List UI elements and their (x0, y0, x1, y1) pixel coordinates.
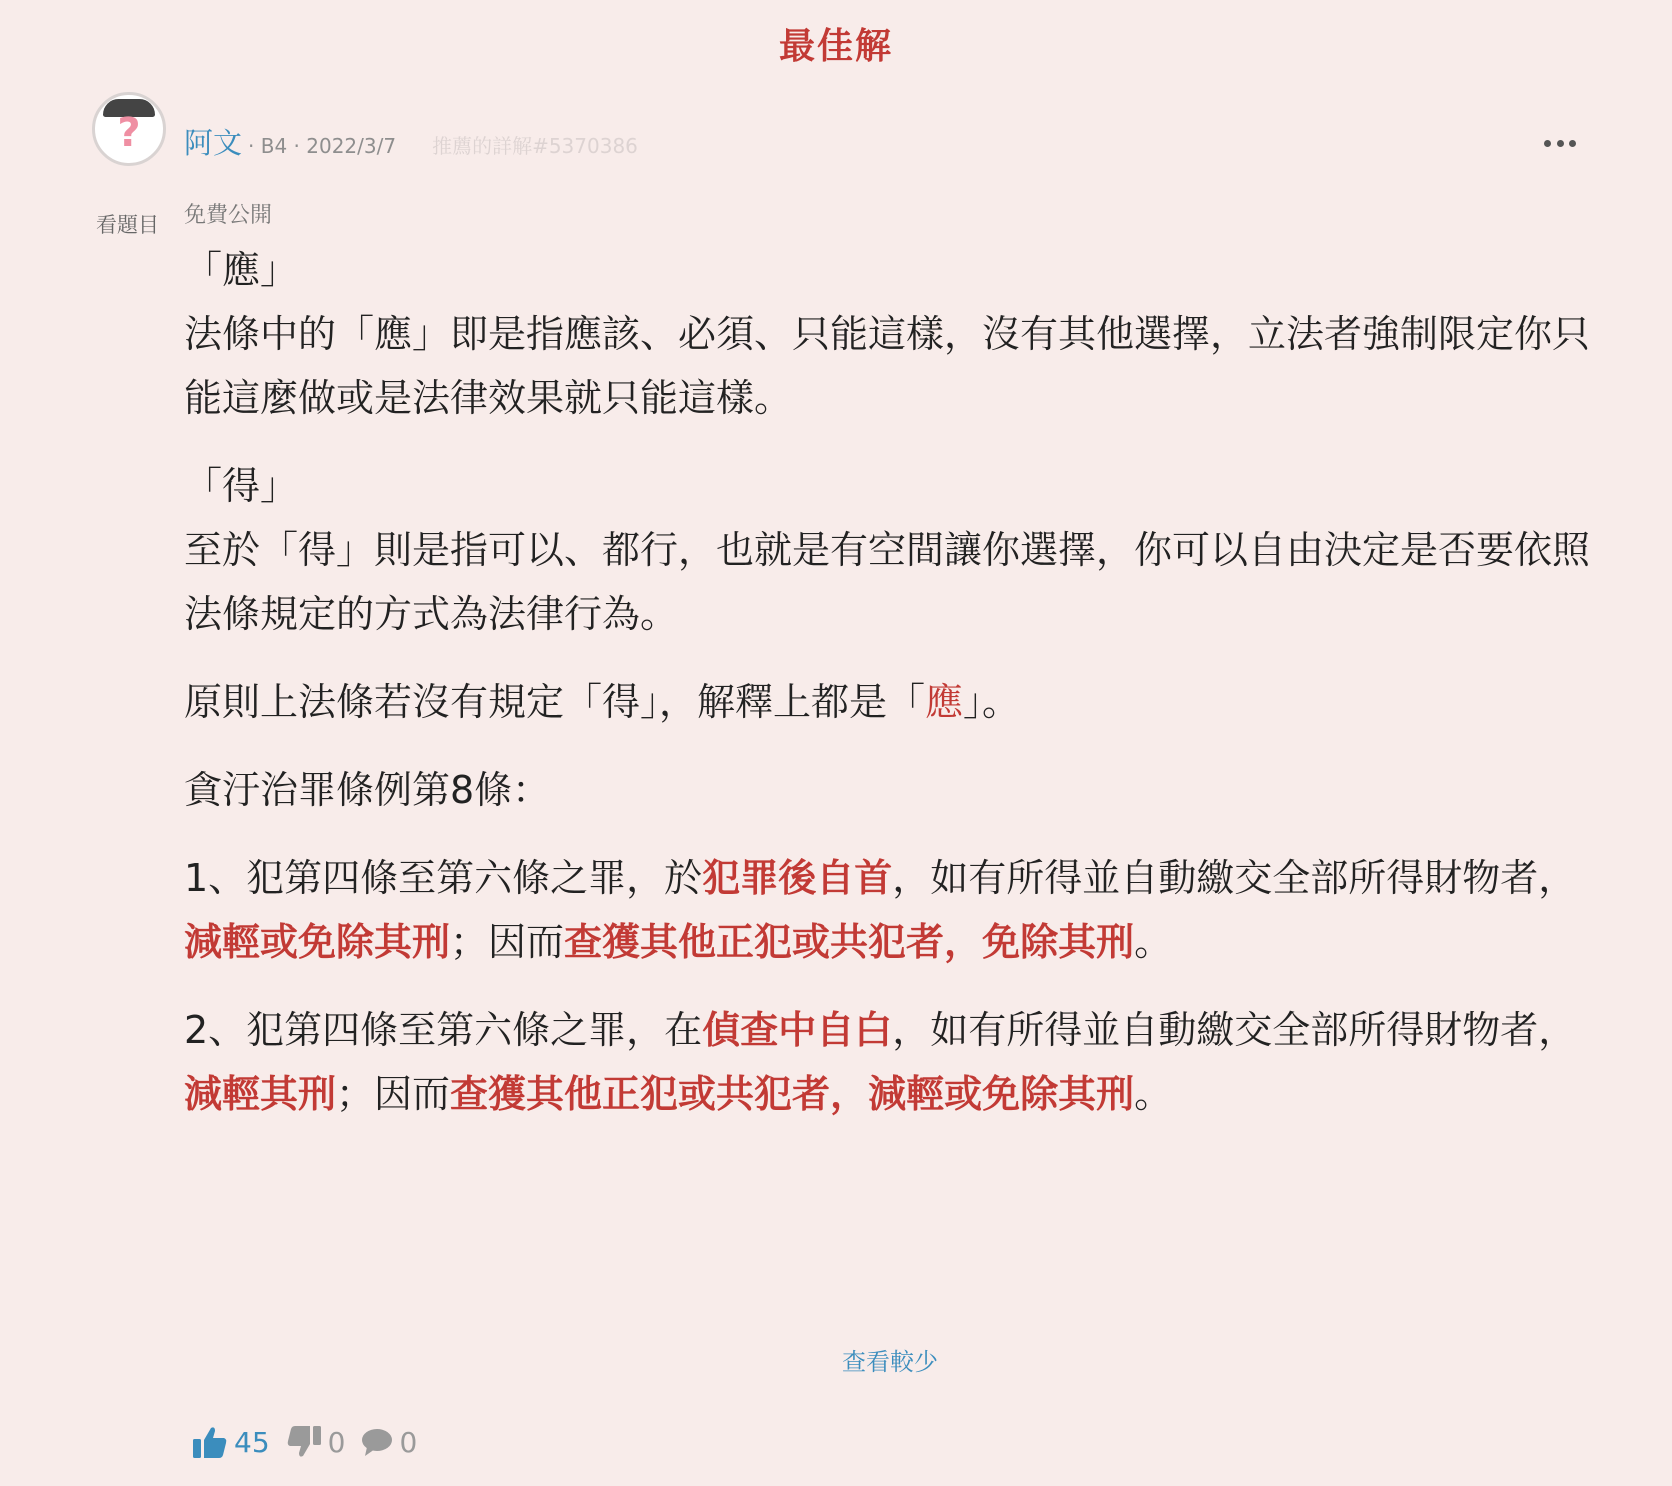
item1-text: 。 (1134, 920, 1173, 964)
author-name[interactable]: 阿文 (184, 126, 243, 160)
de-heading: 「得」 (184, 464, 299, 508)
item2-text: ，如有所得並自動繳交全部所得財物者， (892, 1008, 1577, 1052)
ying-body: 法條中的「應」即是指應該、必須、只能這樣，沒有其他選擇，立法者強制限定你只能這麼做或是法律效果就只能這樣。 (184, 312, 1591, 420)
like-button[interactable] (192, 1425, 270, 1459)
dislike-button[interactable] (286, 1425, 346, 1459)
item1-highlight: 減輕或免除其刑 (184, 920, 451, 964)
item1-highlight: 查獲其他正犯或共犯者 (564, 920, 945, 964)
item2-text: 。 (1134, 1072, 1173, 1116)
question-mark-icon: ? (117, 110, 141, 156)
recommended-ref[interactable]: 推薦的詳解#5370386 (432, 134, 638, 158)
dislike-count: 0 (327, 1425, 346, 1459)
like-count: 45 (234, 1425, 270, 1459)
more-options-icon[interactable] (1544, 138, 1576, 148)
de-body: 至於「得」則是指可以、都行，也就是有空間讓你選擇，你可以自由決定是否要依照法條規定的方式為法律行為。 (184, 528, 1591, 636)
item1-highlight: ， (944, 920, 983, 964)
action-bar (192, 1425, 433, 1459)
paragraph-de (184, 454, 1604, 646)
show-less-link[interactable]: 查看較少 (842, 1348, 938, 1376)
paragraph-principle (184, 670, 1604, 734)
thumbs-up-icon (192, 1425, 228, 1459)
item1-text: ；因而 (450, 920, 565, 964)
item2-highlight: 查獲其他正犯或共犯者 (450, 1072, 831, 1116)
statute-item-2 (184, 998, 1604, 1126)
item2-highlight: ， (830, 1072, 869, 1116)
item2-text: 2、犯第四條至第六條之罪，在 (184, 1008, 703, 1052)
item1-highlight: 犯罪後自首 (702, 856, 893, 900)
comment-button[interactable] (361, 1426, 417, 1459)
ying-heading: 「應」 (184, 248, 299, 292)
comment-icon (361, 1427, 393, 1457)
principle-text: 原則上法條若沒有規定「得」，解釋上都是「 (184, 680, 926, 724)
statute-item-1 (184, 846, 1604, 974)
post-meta (184, 121, 638, 165)
item2-highlight: 偵查中自白 (702, 1008, 893, 1052)
item1-text: 1、犯第四條至第六條之罪，於 (184, 856, 703, 900)
thumbs-down-icon (286, 1425, 322, 1459)
principle-highlight: 應 (925, 680, 964, 724)
access-label: 免費公開 (184, 203, 273, 228)
item1-text: ，如有所得並自動繳交全部所得財物者， (892, 856, 1577, 900)
item2-highlight: 減輕其刑 (184, 1072, 337, 1116)
item2-highlight: 減輕或免除其刑 (868, 1072, 1135, 1116)
principle-end: 」。 (963, 680, 1021, 724)
avatar[interactable] (92, 92, 166, 166)
answer-content (184, 238, 1604, 1150)
comment-count: 0 (399, 1425, 418, 1459)
item2-text: ；因而 (336, 1072, 451, 1116)
page-title: 最佳解 (778, 26, 893, 67)
paragraph-statute: 貪汙治罪條例第8條： (184, 768, 551, 812)
view-question-link[interactable]: 看題目 (96, 213, 159, 237)
item1-highlight: 免除其刑 (982, 920, 1135, 964)
paragraph-ying (184, 238, 1604, 430)
post-floor-date: · B4 · 2022/3/7 (248, 134, 397, 158)
